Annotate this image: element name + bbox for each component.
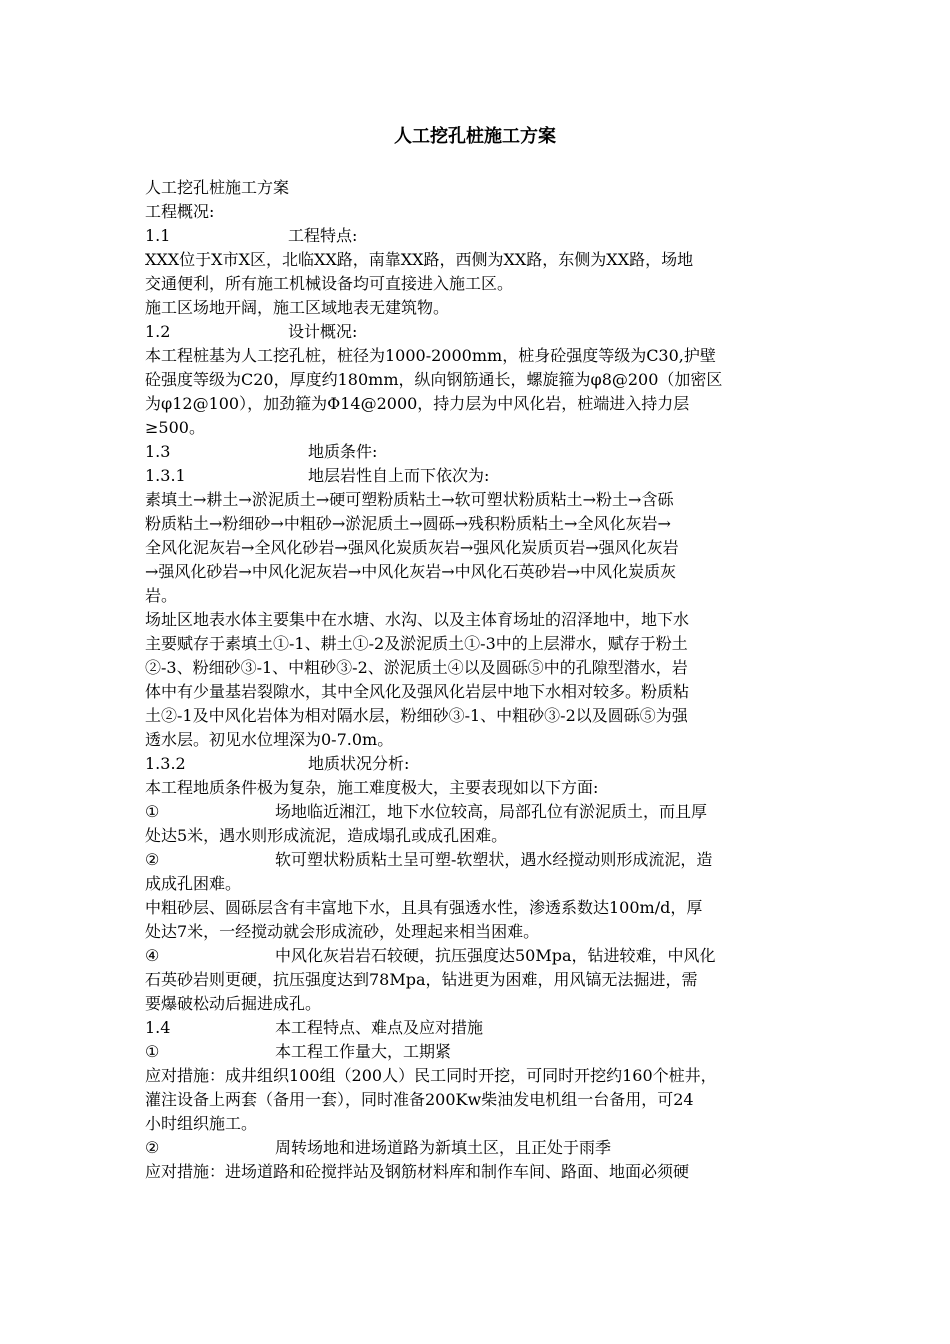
text-line	[145, 200, 815, 224]
line-text: ≥500。	[145, 418, 205, 437]
line-text: 岩。	[145, 586, 178, 605]
text-line	[145, 704, 815, 728]
section-number: ②	[145, 850, 160, 869]
text-line	[145, 992, 815, 1016]
section-number: ②	[145, 1138, 160, 1157]
section-number: 1.4	[145, 1018, 171, 1037]
text-line	[145, 728, 815, 752]
line-text: 主要赋存于素填土①-1、耕土①-2及淤泥质土①-3中的上层滞水，赋存于粉土	[145, 634, 688, 653]
line-text: 要爆破松动后掘进成孔。	[145, 994, 322, 1013]
line-text: 工程特点:	[288, 226, 358, 245]
line-text: 交通便利，所有施工机械设备均可直接进入施工区。	[145, 274, 514, 293]
text-line	[145, 464, 815, 488]
line-text: 体中有少量基岩裂隙水，其中全风化及强风化岩层中地下水相对较多。粉质粘	[145, 682, 690, 701]
section-number: 1.3	[145, 442, 171, 461]
line-text: 地质状况分析:	[308, 754, 410, 773]
line-text: 灌注设备上两套（备用一套），同时准备200Kw柴油发电机组一台备用，可24	[145, 1090, 694, 1109]
text-line	[145, 176, 815, 200]
text-line	[145, 968, 815, 992]
text-line	[145, 488, 815, 512]
line-text: 施工区场地开阔，施工区域地表无建筑物。	[145, 298, 450, 317]
line-text: 中风化灰岩岩石较硬，抗压强度达50Mpa，钻进较难，中风化	[275, 946, 716, 965]
line-text: 应对措施：成井组织100组（200人）民工同时开挖，可同时开挖约160个桩井，	[145, 1066, 717, 1085]
text-line	[145, 392, 815, 416]
text-line	[145, 896, 815, 920]
line-text: 处达7米，一经搅动就会形成流砂，处理起来相当困难。	[145, 922, 540, 941]
line-text: 软可塑状粉质粘土呈可塑-软塑状，遇水经搅动则形成流泥，造	[275, 850, 713, 869]
text-line	[145, 344, 815, 368]
text-line	[145, 920, 815, 944]
section-number: 1.2	[145, 322, 171, 341]
line-text: 地质条件:	[308, 442, 378, 461]
text-line	[145, 944, 815, 968]
line-text: 全风化泥灰岩→全风化砂岩→强风化炭质灰岩→强风化炭质页岩→强风化灰岩	[145, 538, 679, 557]
text-line	[145, 224, 815, 248]
section-number: 1.1	[145, 226, 171, 245]
text-line	[145, 560, 815, 584]
text-line	[145, 440, 815, 464]
text-line	[145, 512, 815, 536]
text-line	[145, 656, 815, 680]
line-text: 小时组织施工。	[145, 1114, 258, 1133]
line-text: 人工挖孔桩施工方案	[145, 178, 290, 197]
text-line	[145, 680, 815, 704]
line-text: ②-3、粉细砂③-1、中粗砂③-2、淤泥质土④以及圆砾⑤中的孔隙型潜水，岩	[145, 658, 688, 677]
line-text: 石英砂岩则更硬，抗压强度达到78Mpa，钻进更为困难，用风镐无法掘进，需	[145, 970, 698, 989]
text-line	[145, 1064, 815, 1088]
section-number: ①	[145, 1042, 160, 1061]
line-text: 中粗砂层、圆砾层含有丰富地下水，且具有强透水性，渗透系数达100m/d，厚	[145, 898, 703, 917]
line-text: 透水层。初见水位埋深为0-7.0m。	[145, 730, 394, 749]
line-text: 土②-1及中风化岩体为相对隔水层，粉细砂③-1、中粗砂③-2以及圆砾⑤为强	[145, 706, 688, 725]
text-line	[145, 1040, 815, 1064]
text-line	[145, 800, 815, 824]
text-line	[145, 416, 815, 440]
section-number: 1.3.2	[145, 754, 186, 773]
section-number: 1.3.1	[145, 466, 186, 485]
section-number: ①	[145, 802, 160, 821]
line-text: 为φ12@100），加劲箍为Φ14@2000，持力层为中风化岩，桩端进入持力层	[145, 394, 690, 413]
text-line	[145, 848, 815, 872]
line-text: XXX位于X市X区，北临XX路，南靠XX路，西侧为XX路，东侧为XX路，场地	[145, 250, 694, 269]
text-line	[145, 608, 815, 632]
line-text: 本工程特点、难点及应对措施	[275, 1018, 484, 1037]
text-line	[145, 632, 815, 656]
line-text: 应对措施：进场道路和砼搅拌站及钢筋材料库和制作车间、路面、地面必须硬	[145, 1162, 690, 1181]
text-line	[145, 776, 815, 800]
text-line	[145, 1088, 815, 1112]
line-text: →强风化砂岩→中风化泥灰岩→中风化灰岩→中风化石英砂岩→中风化炭质灰	[145, 562, 677, 581]
line-text: 工程概况:	[145, 202, 215, 221]
text-line	[145, 320, 815, 344]
text-line	[145, 272, 815, 296]
line-text: 地层岩性自上而下依次为:	[308, 466, 490, 485]
text-line	[145, 296, 815, 320]
text-line	[145, 536, 815, 560]
section-number: ④	[145, 946, 160, 965]
document-body	[145, 176, 815, 1184]
text-line	[145, 1160, 815, 1184]
line-text: 周转场地和进场道路为新填土区，且正处于雨季	[275, 1138, 612, 1157]
line-text: 场址区地表水体主要集中在水塘、水沟、以及主体育场址的沼泽地中，地下水	[145, 610, 690, 629]
line-text: 本工程桩基为人工挖孔桩，桩径为1000-2000mm，桩身砼强度等级为C30,护壁	[145, 346, 716, 365]
line-text: 粉质粘土→粉细砂→中粗砂→淤泥质土→圆砾→残积粉质粘土→全风化灰岩→	[145, 514, 671, 533]
text-line	[145, 584, 815, 608]
document-title: 人工挖孔桩施工方案	[394, 126, 556, 147]
line-text: 本工程地质条件极为复杂，施工难度极大，主要表现如以下方面:	[145, 778, 599, 797]
text-line	[145, 1016, 815, 1040]
line-text: 场地临近湘江，地下水位较高，局部孔位有淤泥质土，而且厚	[275, 802, 708, 821]
text-line	[145, 248, 815, 272]
text-line	[145, 1136, 815, 1160]
text-line	[145, 752, 815, 776]
text-line	[145, 824, 815, 848]
text-line	[145, 872, 815, 896]
line-text: 本工程工作量大，工期紧	[275, 1042, 452, 1061]
line-text: 处达5米，遇水则形成流泥，造成塌孔或成孔困难。	[145, 826, 508, 845]
line-text: 砼强度等级为C20，厚度约180mm，纵向钢筋通长，螺旋箍为φ8@200（加密区	[145, 370, 723, 389]
line-text: 成成孔困难。	[145, 874, 242, 893]
text-line	[145, 1112, 815, 1136]
line-text: 设计概况:	[288, 322, 358, 341]
line-text: 素填土→耕土→淤泥质土→硬可塑粉质粘土→软可塑状粉质粘土→粉土→含砾	[145, 490, 674, 509]
text-line	[145, 368, 815, 392]
